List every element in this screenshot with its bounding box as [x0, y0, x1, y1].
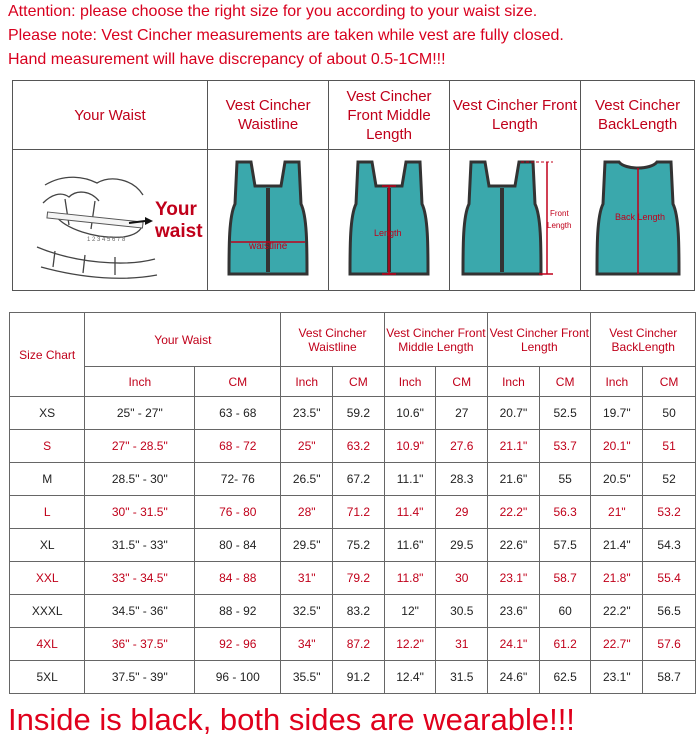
size-cell: 96 - 100 — [195, 661, 281, 694]
size-cell: 83.2 — [333, 595, 385, 628]
unit-header: CM — [436, 367, 488, 397]
footer-note: Inside is black, both sides are wearable!!! — [8, 702, 575, 737]
size-cell: 22.6" — [488, 529, 540, 562]
size-label: 4XL — [10, 628, 85, 661]
size-cell: 20.5" — [591, 463, 643, 496]
size-cell: 21.1" — [488, 430, 540, 463]
size-cell: 31.5" - 33" — [85, 529, 195, 562]
vest-back-length-image — [593, 156, 683, 284]
size-cell: 51 — [643, 430, 696, 463]
size-label: XS — [10, 397, 85, 430]
table-row — [10, 430, 696, 463]
size-cell: 67.2 — [333, 463, 385, 496]
size-cell: 11.1" — [384, 463, 436, 496]
note-discrepancy: Hand measurement will have discrepancy of about 0.5-1CM!!! — [8, 51, 446, 68]
table-row — [10, 496, 696, 529]
size-cell: 57.6 — [643, 628, 696, 661]
vest-front-middle-image — [342, 156, 436, 284]
unit-header: Inch — [591, 367, 643, 397]
size-cell: 30.5 — [436, 595, 488, 628]
size-cell: 29 — [436, 496, 488, 529]
size-cell: 32.5" — [281, 595, 333, 628]
size-cell: 52 — [643, 463, 696, 496]
header-back-length: Vest Cincher BackLength — [581, 81, 695, 150]
front-length-illustration — [449, 150, 580, 291]
size-chart-table — [9, 312, 696, 694]
size-label: XL — [10, 529, 85, 562]
waistline-illustration — [207, 150, 329, 291]
size-cell: 52.5 — [539, 397, 591, 430]
size-cell: 25" — [281, 430, 333, 463]
size-cell: 23.6" — [488, 595, 540, 628]
unit-header: CM — [333, 367, 385, 397]
size-cell: 23.5" — [281, 397, 333, 430]
size-label: XXL — [10, 562, 85, 595]
size-cell: 59.2 — [333, 397, 385, 430]
notes — [8, 0, 698, 72]
measurement-guide-table — [12, 80, 695, 291]
size-cell: 54.3 — [643, 529, 696, 562]
size-cell: 30 — [436, 562, 488, 595]
size-cell: 34" — [281, 628, 333, 661]
size-cell: 76 - 80 — [195, 496, 281, 529]
header-waistline: Vest Cincher Waistline — [207, 81, 329, 150]
size-cell: 31 — [436, 628, 488, 661]
size-cell: 11.8" — [384, 562, 436, 595]
unit-header: CM — [195, 367, 281, 397]
size-cell: 50 — [643, 397, 696, 430]
back-length-label: Back Length — [614, 212, 665, 222]
waistline-label: waistline — [249, 241, 288, 252]
table-row — [10, 628, 696, 661]
size-cell: 34.5" - 36" — [85, 595, 195, 628]
size-cell: 55.4 — [643, 562, 696, 595]
waist-sketch-image — [25, 155, 203, 285]
size-cell: 84 - 88 — [195, 562, 281, 595]
size-cell: 92 - 96 — [195, 628, 281, 661]
unit-header: Inch — [488, 367, 540, 397]
front-label: Front — [549, 209, 569, 218]
size-cell: 25" - 27" — [85, 397, 195, 430]
size-cell: 29.5" — [281, 529, 333, 562]
size-cell: 71.2 — [333, 496, 385, 529]
size-cell: 62.5 — [539, 661, 591, 694]
back-length-illustration — [581, 150, 695, 291]
size-cell: 58.7 — [539, 562, 591, 595]
size-cell: 22.7" — [591, 628, 643, 661]
group-front-middle-length: Vest Cincher Front Middle Length — [384, 313, 487, 367]
size-cell: 91.2 — [333, 661, 385, 694]
size-cell: 61.2 — [539, 628, 591, 661]
size-cell: 35.5" — [281, 661, 333, 694]
note-measurement: Please note: Vest Cincher measurements are taken while vest are fully closed. — [8, 27, 564, 44]
unit-header: Inch — [281, 367, 333, 397]
size-cell: 88 - 92 — [195, 595, 281, 628]
size-cell: 72- 76 — [195, 463, 281, 496]
size-label: XXXL — [10, 595, 85, 628]
svg-text:1 2 3 4 5 6 7 8: 1 2 3 4 5 6 7 8 — [86, 237, 126, 243]
size-label: 5XL — [10, 661, 85, 694]
size-cell: 12.4" — [384, 661, 436, 694]
front-length-label: Length — [546, 221, 572, 230]
note-attention: Attention: please choose the right size for you according to your waist size. — [8, 3, 538, 20]
unit-header: CM — [643, 367, 696, 397]
size-cell: 22.2" — [488, 496, 540, 529]
size-cell: 56.5 — [643, 595, 696, 628]
size-cell: 28.5" - 30" — [85, 463, 195, 496]
size-cell: 21.6" — [488, 463, 540, 496]
unit-header: Inch — [384, 367, 436, 397]
size-label: L — [10, 496, 85, 529]
size-cell: 80 - 84 — [195, 529, 281, 562]
size-cell: 26.5" — [281, 463, 333, 496]
middle-length-label: Length — [374, 228, 402, 238]
size-label: M — [10, 463, 85, 496]
size-chart-corner: Size Chart — [10, 313, 85, 397]
size-cell: 57.5 — [539, 529, 591, 562]
size-cell: 28.3 — [436, 463, 488, 496]
size-cell: 22.2" — [591, 595, 643, 628]
size-cell: 10.9" — [384, 430, 436, 463]
size-cell: 12" — [384, 595, 436, 628]
size-chart-body — [10, 397, 696, 694]
vest-waistline-image — [223, 156, 313, 284]
table-row — [10, 595, 696, 628]
size-cell: 28" — [281, 496, 333, 529]
size-cell: 79.2 — [333, 562, 385, 595]
waist-label: waist — [154, 221, 203, 242]
size-cell: 63.2 — [333, 430, 385, 463]
size-cell: 27.6 — [436, 430, 488, 463]
size-cell: 56.3 — [539, 496, 591, 529]
size-cell: 11.4" — [384, 496, 436, 529]
size-cell: 37.5" - 39" — [85, 661, 195, 694]
size-cell: 36" - 37.5" — [85, 628, 195, 661]
table-row — [10, 562, 696, 595]
your-waist-label: Your — [154, 199, 197, 220]
size-cell: 20.7" — [488, 397, 540, 430]
size-cell: 27 — [436, 397, 488, 430]
table-row — [10, 397, 696, 430]
size-cell: 19.7" — [591, 397, 643, 430]
front-middle-length-illustration — [329, 150, 449, 291]
size-cell: 30" - 31.5" — [85, 496, 195, 529]
size-cell: 23.1" — [591, 661, 643, 694]
size-cell: 21.8" — [591, 562, 643, 595]
waist-measuring-illustration — [13, 150, 208, 291]
header-front-length: Vest Cincher Front Length — [449, 81, 580, 150]
size-cell: 63 - 68 — [195, 397, 281, 430]
size-cell: 53.7 — [539, 430, 591, 463]
size-cell: 24.1" — [488, 628, 540, 661]
size-cell: 21" — [591, 496, 643, 529]
size-cell: 31.5 — [436, 661, 488, 694]
size-cell: 10.6" — [384, 397, 436, 430]
group-your-waist: Your Waist — [85, 313, 281, 367]
size-cell: 11.6" — [384, 529, 436, 562]
size-cell: 24.6" — [488, 661, 540, 694]
unit-header: Inch — [85, 367, 195, 397]
group-front-length: Vest Cincher Front Length — [488, 313, 591, 367]
vest-front-length-image — [461, 156, 572, 284]
size-cell: 60 — [539, 595, 591, 628]
size-cell: 33" - 34.5" — [85, 562, 195, 595]
header-front-middle-length: Vest Cincher Front Middle Length — [329, 81, 449, 150]
size-cell: 31" — [281, 562, 333, 595]
group-waistline: Vest Cincher Waistline — [281, 313, 384, 367]
size-cell: 23.1" — [488, 562, 540, 595]
size-cell: 12.2" — [384, 628, 436, 661]
size-cell: 27" - 28.5" — [85, 430, 195, 463]
table-row — [10, 463, 696, 496]
header-your-waist: Your Waist — [13, 81, 208, 150]
size-cell: 21.4" — [591, 529, 643, 562]
size-cell: 87.2 — [333, 628, 385, 661]
size-cell: 20.1" — [591, 430, 643, 463]
size-cell: 53.2 — [643, 496, 696, 529]
table-row — [10, 661, 696, 694]
unit-header: CM — [539, 367, 591, 397]
table-row — [10, 529, 696, 562]
size-cell: 55 — [539, 463, 591, 496]
size-cell: 29.5 — [436, 529, 488, 562]
size-cell: 58.7 — [643, 661, 696, 694]
size-cell: 68 - 72 — [195, 430, 281, 463]
group-back-length: Vest Cincher BackLength — [591, 313, 696, 367]
size-cell: 75.2 — [333, 529, 385, 562]
size-label: S — [10, 430, 85, 463]
